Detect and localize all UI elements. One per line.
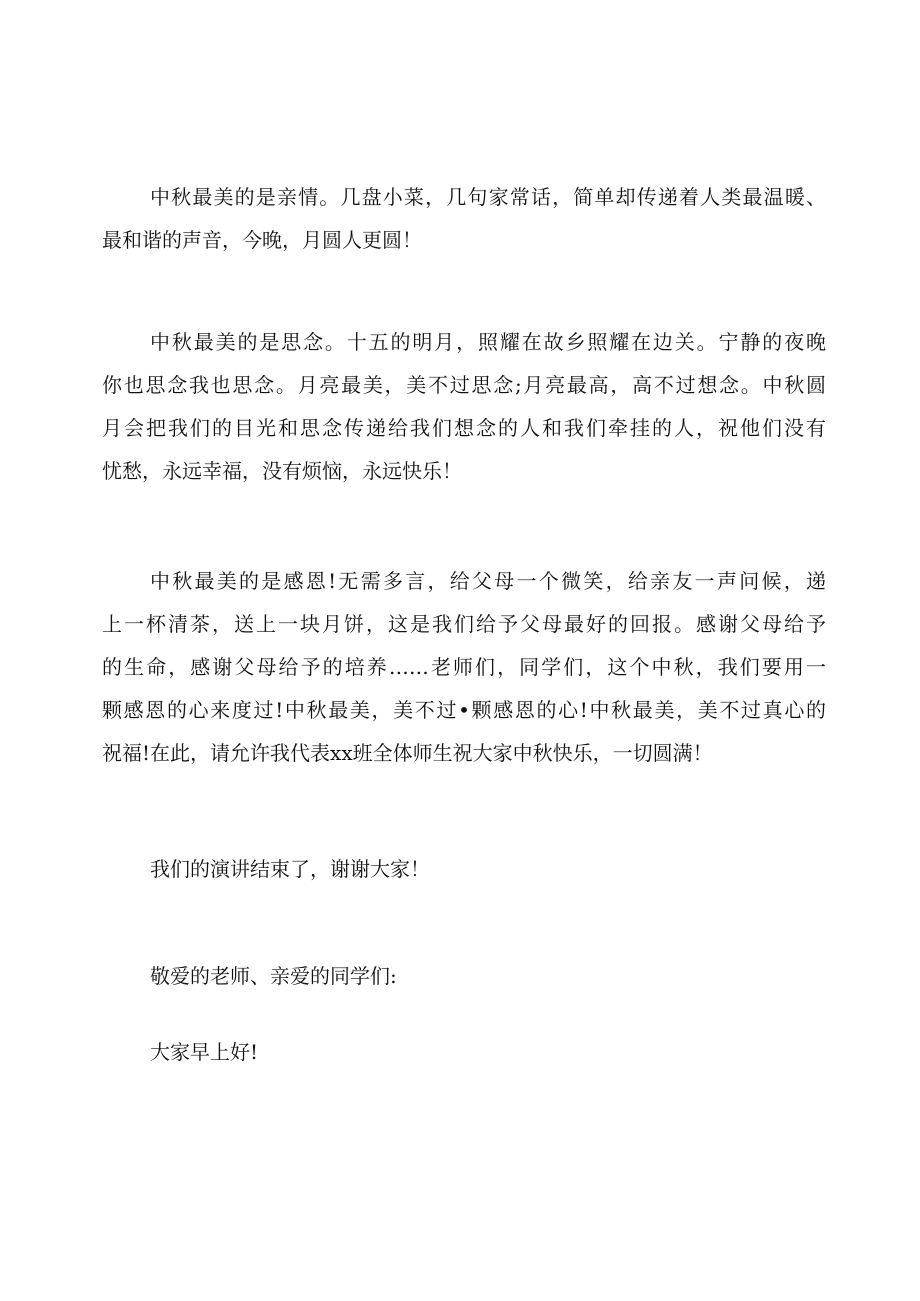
paragraph-line: 中秋最美的是感恩!无需多言，给父母一个微笑，给亲友一声问候，递 (150, 569, 826, 593)
salutation-line: 敬爱的老师、亲爱的同学们: (150, 964, 397, 988)
paragraph-line: 最和谐的声音，今晚，月圆人更圆！ (102, 228, 422, 252)
paragraph-line: 中秋最美的是思念。十五的明月，照耀在故乡照耀在边关。宁静的夜晚 (150, 330, 826, 354)
paragraph-line: 颗感恩的心来度过!中秋最美，美不过•颗感恩的心!中秋最美，美不过真心的 (102, 698, 826, 722)
paragraph-line: 忧愁，永远幸福，没有烦恼，永远快乐！ (102, 459, 462, 483)
paragraph-longing (102, 321, 826, 493)
greeting-line: 大家早上好! (150, 1040, 259, 1064)
paragraph-line: 祝福!在此，请允许我代表xx班全体师生祝大家中秋快乐，一切圆满！ (102, 741, 713, 765)
closing-line: 我们的演讲结束了，谢谢大家！ (150, 857, 430, 881)
paragraph-line: 中秋最美的是亲情。几盘小菜，几句家常话，简单却传递着人类最温暖、 (150, 185, 826, 209)
paragraph-line: 上一杯清茶，送上一块月饼，这是我们给予父母最好的回报。感谢父母给予 (102, 612, 826, 636)
paragraph-line: 的生命，感谢父母给予的培养……老师们，同学们，这个中秋，我们要用一 (102, 655, 826, 679)
paragraph-family (102, 176, 826, 262)
paragraph-line: 你也思念我也思念。月亮最美，美不过思念;月亮最高，高不过想念。中秋圆 (102, 373, 826, 397)
paragraph-line: 月会把我们的目光和思念传递给我们想念的人和我们牵挂的人，祝他们没有 (102, 416, 826, 440)
paragraph-gratitude (102, 560, 826, 775)
